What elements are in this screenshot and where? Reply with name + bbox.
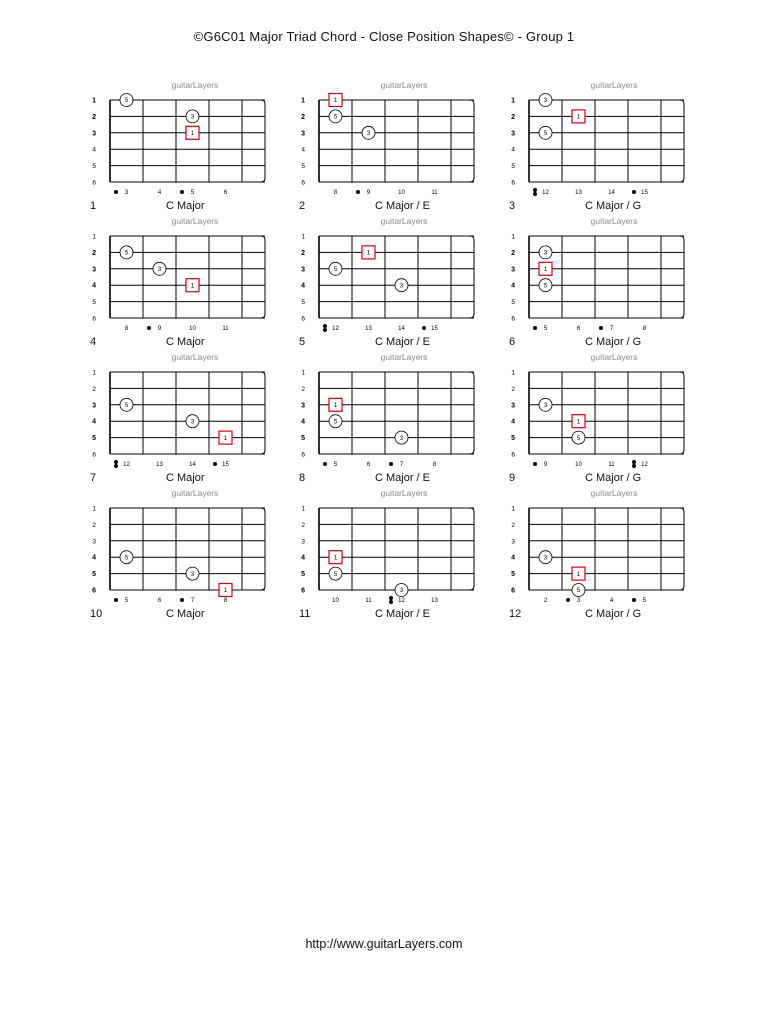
fretboard xyxy=(90,80,300,200)
fretboard xyxy=(509,216,719,336)
chord-diagram xyxy=(90,352,300,488)
string-number-label: 6 xyxy=(511,179,515,187)
string-number-label: 2 xyxy=(301,385,305,393)
chord-diagram xyxy=(90,80,300,216)
fret-number-label: 8 xyxy=(223,598,228,604)
string-number-label: 5 xyxy=(92,435,96,443)
position-marker-dot xyxy=(533,192,537,196)
string-number-label: 1 xyxy=(301,233,305,241)
chord-name: C Major / G xyxy=(585,472,642,484)
chord-diagram xyxy=(509,80,719,216)
position-marker-dot xyxy=(533,462,537,466)
note-marker xyxy=(572,431,585,444)
fret-number-label: 5 xyxy=(543,326,548,332)
position-marker-dot xyxy=(389,600,393,604)
svg-text:3: 3 xyxy=(543,555,548,562)
chord-name: C Major / E xyxy=(375,608,431,620)
fret-number-label: 3 xyxy=(576,598,581,604)
fretboard xyxy=(509,488,719,608)
string-number-label: 3 xyxy=(92,402,96,410)
note-marker xyxy=(539,94,552,107)
position-marker-dot xyxy=(180,598,184,602)
fretboard xyxy=(299,352,509,472)
string-number-label: 4 xyxy=(511,418,515,426)
diagram-number: 3 xyxy=(509,200,516,212)
svg-text:3: 3 xyxy=(399,283,404,290)
diagram-number: 8 xyxy=(299,472,306,484)
watermark-label: guitarLayers xyxy=(380,216,428,226)
string-number-label: 1 xyxy=(92,369,96,377)
string-number-label: 1 xyxy=(92,97,96,105)
note-marker xyxy=(120,398,133,411)
fret-number-label: 15 xyxy=(431,326,438,332)
root-note-marker xyxy=(186,279,199,292)
string-number-label: 6 xyxy=(301,587,305,595)
note-marker xyxy=(395,584,408,597)
string-number-label: 4 xyxy=(92,554,96,562)
fretboard xyxy=(509,80,719,200)
svg-text:5: 5 xyxy=(333,267,338,273)
position-marker-dot xyxy=(632,190,636,194)
fretboard-edge xyxy=(261,372,265,454)
chord-name: C Major / G xyxy=(585,608,642,620)
position-marker-dot xyxy=(114,464,118,468)
fret-number-label: 12 xyxy=(542,190,549,196)
fretboard-edge xyxy=(680,508,684,590)
root-note-marker xyxy=(329,94,342,107)
fretboard xyxy=(299,488,509,608)
fretboard-edge xyxy=(261,100,265,182)
string-number-label: 3 xyxy=(511,402,515,410)
note-marker xyxy=(120,551,133,564)
string-number-label: 6 xyxy=(301,315,305,323)
svg-text:1: 1 xyxy=(190,283,195,290)
chord-diagram xyxy=(509,352,719,488)
fret-number-label: 11 xyxy=(431,190,438,196)
note-marker xyxy=(329,262,342,275)
string-number-label: 5 xyxy=(511,571,515,579)
fret-number-label: 7 xyxy=(190,598,195,604)
fret-number-label: 12 xyxy=(641,462,648,468)
chord-name: C Major / E xyxy=(375,472,431,484)
svg-text:5: 5 xyxy=(333,114,338,121)
watermark-label: guitarLayers xyxy=(380,352,428,362)
fret-number-label: 8 xyxy=(124,326,129,332)
string-number-label: 4 xyxy=(511,554,515,562)
string-number-label: 2 xyxy=(92,113,96,121)
position-marker-dot xyxy=(566,598,570,602)
string-number-label: 2 xyxy=(511,113,515,121)
note-marker xyxy=(539,279,552,292)
string-number-label: 2 xyxy=(511,385,515,393)
chord-name: C Major xyxy=(166,336,205,348)
string-number-label: 3 xyxy=(301,130,305,138)
note-marker xyxy=(395,279,408,292)
fret-number-label: 4 xyxy=(609,598,614,604)
fret-number-label: 14 xyxy=(608,190,615,196)
fretboard-edge xyxy=(470,100,474,182)
note-marker xyxy=(539,398,552,411)
svg-text:5: 5 xyxy=(124,250,129,257)
fret-number-label: 5 xyxy=(333,462,338,468)
chord-diagram xyxy=(299,488,509,624)
string-number-label: 5 xyxy=(92,299,96,307)
fret-number-label: 15 xyxy=(222,462,229,468)
string-number-label: 2 xyxy=(92,385,96,393)
note-marker xyxy=(362,126,375,139)
fretboard xyxy=(299,80,509,200)
fret-number-label: 8 xyxy=(333,190,338,196)
fret-number-label: 9 xyxy=(366,190,371,196)
root-note-marker xyxy=(186,126,199,139)
string-number-label: 2 xyxy=(511,521,515,529)
fret-number-label: 10 xyxy=(332,598,339,604)
string-number-label: 2 xyxy=(301,521,305,529)
note-marker xyxy=(539,126,552,139)
string-number-label: 1 xyxy=(511,505,515,513)
string-number-label: 5 xyxy=(301,299,305,307)
svg-text:3: 3 xyxy=(190,419,195,426)
note-marker xyxy=(539,551,552,564)
string-number-label: 1 xyxy=(511,97,515,105)
svg-text:1: 1 xyxy=(366,250,371,257)
diagram-number: 11 xyxy=(299,608,311,620)
position-marker-dot xyxy=(599,326,603,330)
string-number-label: 3 xyxy=(511,538,515,546)
position-marker-dot xyxy=(180,190,184,194)
chord-name: C Major xyxy=(166,200,205,212)
svg-text:5: 5 xyxy=(124,555,129,562)
string-number-label: 4 xyxy=(92,282,96,290)
note-marker xyxy=(153,262,166,275)
root-note-marker xyxy=(539,262,552,275)
position-marker-dot xyxy=(533,326,537,330)
fret-number-label: 6 xyxy=(576,326,581,332)
string-number-label: 4 xyxy=(301,418,305,426)
svg-text:1: 1 xyxy=(333,98,338,105)
string-number-label: 1 xyxy=(92,505,96,513)
svg-text:1: 1 xyxy=(576,114,581,121)
string-number-label: 3 xyxy=(92,130,96,138)
chord-diagram xyxy=(509,216,719,352)
chord-name: C Major / E xyxy=(375,336,431,348)
svg-text:3: 3 xyxy=(157,267,162,273)
fret-number-label: 13 xyxy=(575,190,582,196)
string-number-label: 4 xyxy=(511,146,515,154)
diagram-number: 5 xyxy=(299,336,306,348)
position-marker-dot xyxy=(389,462,393,466)
fretboard xyxy=(90,216,300,336)
fretboard-edge xyxy=(680,372,684,454)
string-number-label: 2 xyxy=(301,113,305,121)
string-number-label: 5 xyxy=(92,571,96,579)
fret-number-label: 13 xyxy=(431,598,438,604)
diagram-number: 7 xyxy=(90,472,97,484)
svg-text:1: 1 xyxy=(576,571,581,578)
string-number-label: 3 xyxy=(92,538,96,546)
note-marker xyxy=(186,415,199,428)
fret-number-label: 13 xyxy=(365,326,372,332)
root-note-marker xyxy=(329,551,342,564)
position-marker-dot xyxy=(422,326,426,330)
svg-text:5: 5 xyxy=(543,131,548,137)
fretboard-edge xyxy=(470,372,474,454)
string-number-label: 5 xyxy=(92,163,96,171)
string-number-label: 3 xyxy=(301,266,305,274)
chord-name: C Major / G xyxy=(585,336,642,348)
string-number-label: 5 xyxy=(511,435,515,443)
root-note-marker xyxy=(329,398,342,411)
chord-diagram xyxy=(509,488,719,624)
fretboard xyxy=(509,352,719,472)
string-number-label: 6 xyxy=(301,179,305,187)
diagram-number: 2 xyxy=(299,200,306,212)
note-marker xyxy=(186,110,199,123)
svg-text:5: 5 xyxy=(124,98,129,105)
string-number-label: 1 xyxy=(92,233,96,241)
string-number-label: 6 xyxy=(511,587,515,595)
chord-diagram xyxy=(90,216,300,352)
fret-number-label: 12 xyxy=(398,598,405,604)
string-number-label: 1 xyxy=(301,369,305,377)
diagram-number: 12 xyxy=(509,608,522,620)
chord-name: C Major / G xyxy=(585,200,642,212)
position-marker-dot xyxy=(389,596,393,600)
note-marker xyxy=(395,431,408,444)
fret-number-label: 11 xyxy=(222,326,229,332)
watermark-label: guitarLayers xyxy=(171,80,219,90)
fret-number-label: 13 xyxy=(156,462,163,468)
note-marker xyxy=(186,567,199,580)
svg-text:5: 5 xyxy=(124,403,129,409)
watermark-label: guitarLayers xyxy=(380,80,428,90)
fret-number-label: 3 xyxy=(124,190,129,196)
position-marker-dot xyxy=(356,190,360,194)
string-number-label: 4 xyxy=(92,146,96,154)
root-note-marker xyxy=(572,415,585,428)
string-number-label: 2 xyxy=(301,249,305,257)
fret-number-label: 5 xyxy=(642,598,647,604)
position-marker-dot xyxy=(147,326,151,330)
note-marker xyxy=(329,415,342,428)
string-number-label: 5 xyxy=(511,163,515,171)
fretboard xyxy=(299,216,509,336)
svg-text:1: 1 xyxy=(543,267,548,273)
fret-number-label: 9 xyxy=(157,326,162,332)
svg-text:3: 3 xyxy=(190,571,195,578)
note-marker xyxy=(329,567,342,580)
string-number-label: 6 xyxy=(92,587,96,595)
svg-text:3: 3 xyxy=(543,403,548,409)
chord-name: C Major xyxy=(166,608,205,620)
string-number-label: 3 xyxy=(301,402,305,410)
string-number-label: 3 xyxy=(301,538,305,546)
string-number-label: 5 xyxy=(301,571,305,579)
fret-number-label: 11 xyxy=(608,462,615,468)
string-number-label: 6 xyxy=(92,451,96,459)
svg-text:3: 3 xyxy=(399,435,404,442)
string-number-label: 6 xyxy=(92,179,96,187)
fret-number-label: 7 xyxy=(399,462,404,468)
svg-text:3: 3 xyxy=(543,250,548,257)
string-number-label: 5 xyxy=(301,435,305,443)
fret-number-label: 14 xyxy=(398,326,405,332)
string-number-label: 6 xyxy=(92,315,96,323)
svg-text:1: 1 xyxy=(333,555,338,562)
fret-number-label: 15 xyxy=(641,190,648,196)
string-number-label: 5 xyxy=(511,299,515,307)
note-marker xyxy=(120,246,133,259)
svg-text:3: 3 xyxy=(190,114,195,121)
footer-url[interactable]: http://www.guitarLayers.com xyxy=(305,937,463,951)
note-marker xyxy=(329,110,342,123)
fretboard xyxy=(90,352,300,472)
position-marker-dot xyxy=(323,328,327,332)
svg-text:1: 1 xyxy=(223,588,228,595)
position-marker-dot xyxy=(632,598,636,602)
string-number-label: 6 xyxy=(301,451,305,459)
svg-text:3: 3 xyxy=(543,98,548,105)
string-number-label: 1 xyxy=(301,97,305,105)
fretboard-edge xyxy=(261,236,265,318)
position-marker-dot xyxy=(323,462,327,466)
chord-diagram xyxy=(299,216,509,352)
chord-diagram xyxy=(299,352,509,488)
watermark-label: guitarLayers xyxy=(590,352,638,362)
string-number-label: 2 xyxy=(511,249,515,257)
fret-number-label: 2 xyxy=(543,598,548,604)
fret-number-label: 5 xyxy=(190,190,195,196)
watermark-label: guitarLayers xyxy=(171,352,219,362)
position-marker-dot xyxy=(533,188,537,192)
chord-name: C Major / E xyxy=(375,200,431,212)
string-number-label: 1 xyxy=(511,369,515,377)
note-marker xyxy=(572,584,585,597)
fret-number-label: 6 xyxy=(157,598,162,604)
fretboard-edge xyxy=(470,236,474,318)
watermark-label: guitarLayers xyxy=(590,216,638,226)
string-number-label: 6 xyxy=(511,451,515,459)
svg-text:1: 1 xyxy=(333,403,338,409)
root-note-marker xyxy=(572,110,585,123)
chord-name: C Major xyxy=(166,472,205,484)
fret-number-label: 9 xyxy=(543,462,548,468)
svg-text:1: 1 xyxy=(190,131,195,137)
watermark-label: guitarLayers xyxy=(590,488,638,498)
diagram-number: 9 xyxy=(509,472,516,484)
string-number-label: 2 xyxy=(92,521,96,529)
svg-text:5: 5 xyxy=(333,571,338,578)
fret-number-label: 12 xyxy=(332,326,339,332)
string-number-label: 1 xyxy=(511,233,515,241)
watermark-label: guitarLayers xyxy=(380,488,428,498)
position-marker-dot xyxy=(114,460,118,464)
position-marker-dot xyxy=(114,598,118,602)
chord-diagram xyxy=(90,488,300,624)
fretboard-edge xyxy=(470,508,474,590)
note-marker xyxy=(539,246,552,259)
string-number-label: 3 xyxy=(511,266,515,274)
svg-text:5: 5 xyxy=(576,588,581,595)
svg-text:3: 3 xyxy=(399,588,404,595)
svg-text:5: 5 xyxy=(333,419,338,426)
position-marker-dot xyxy=(323,324,327,328)
watermark-label: guitarLayers xyxy=(171,488,219,498)
diagram-number: 10 xyxy=(90,608,103,620)
string-number-label: 6 xyxy=(511,315,515,323)
chord-diagram xyxy=(299,80,509,216)
position-marker-dot xyxy=(632,460,636,464)
position-marker-dot xyxy=(632,464,636,468)
string-number-label: 5 xyxy=(301,163,305,171)
root-note-marker xyxy=(219,584,232,597)
fret-number-label: 14 xyxy=(189,462,196,468)
fretboard-edge xyxy=(261,508,265,590)
position-marker-dot xyxy=(114,190,118,194)
string-number-label: 1 xyxy=(301,505,305,513)
fret-number-label: 10 xyxy=(575,462,582,468)
fret-number-label: 8 xyxy=(642,326,647,332)
string-number-label: 2 xyxy=(92,249,96,257)
fret-number-label: 11 xyxy=(365,598,372,604)
string-number-label: 3 xyxy=(511,130,515,138)
fret-number-label: 6 xyxy=(366,462,371,468)
diagram-number: 4 xyxy=(90,336,97,348)
watermark-label: guitarLayers xyxy=(590,80,638,90)
position-marker-dot xyxy=(213,462,217,466)
string-number-label: 4 xyxy=(301,554,305,562)
watermark-label: guitarLayers xyxy=(171,216,219,226)
svg-text:1: 1 xyxy=(576,419,581,426)
svg-text:5: 5 xyxy=(543,283,548,290)
string-number-label: 4 xyxy=(301,282,305,290)
string-number-label: 4 xyxy=(511,282,515,290)
svg-text:3: 3 xyxy=(366,131,371,137)
root-note-marker xyxy=(219,431,232,444)
fret-number-label: 6 xyxy=(223,190,228,196)
string-number-label: 3 xyxy=(92,266,96,274)
fret-number-label: 8 xyxy=(432,462,437,468)
svg-text:1: 1 xyxy=(223,435,228,442)
fret-number-label: 10 xyxy=(398,190,405,196)
root-note-marker xyxy=(572,567,585,580)
fretboard-edge xyxy=(680,100,684,182)
page-title: ©G6C01 Major Triad Chord - Close Position Shapes© - Group 1 xyxy=(193,29,575,44)
svg-text:5: 5 xyxy=(576,435,581,442)
fret-number-label: 10 xyxy=(189,326,196,332)
string-number-label: 4 xyxy=(92,418,96,426)
fret-number-label: 12 xyxy=(123,462,130,468)
fretboard xyxy=(90,488,300,608)
root-note-marker xyxy=(362,246,375,259)
diagram-number: 6 xyxy=(509,336,516,348)
fret-number-label: 7 xyxy=(609,326,614,332)
fret-number-label: 4 xyxy=(157,190,162,196)
fret-number-label: 5 xyxy=(124,598,129,604)
diagram-number: 1 xyxy=(90,200,97,212)
note-marker xyxy=(120,94,133,107)
fretboard-edge xyxy=(680,236,684,318)
string-number-label: 4 xyxy=(301,146,305,154)
